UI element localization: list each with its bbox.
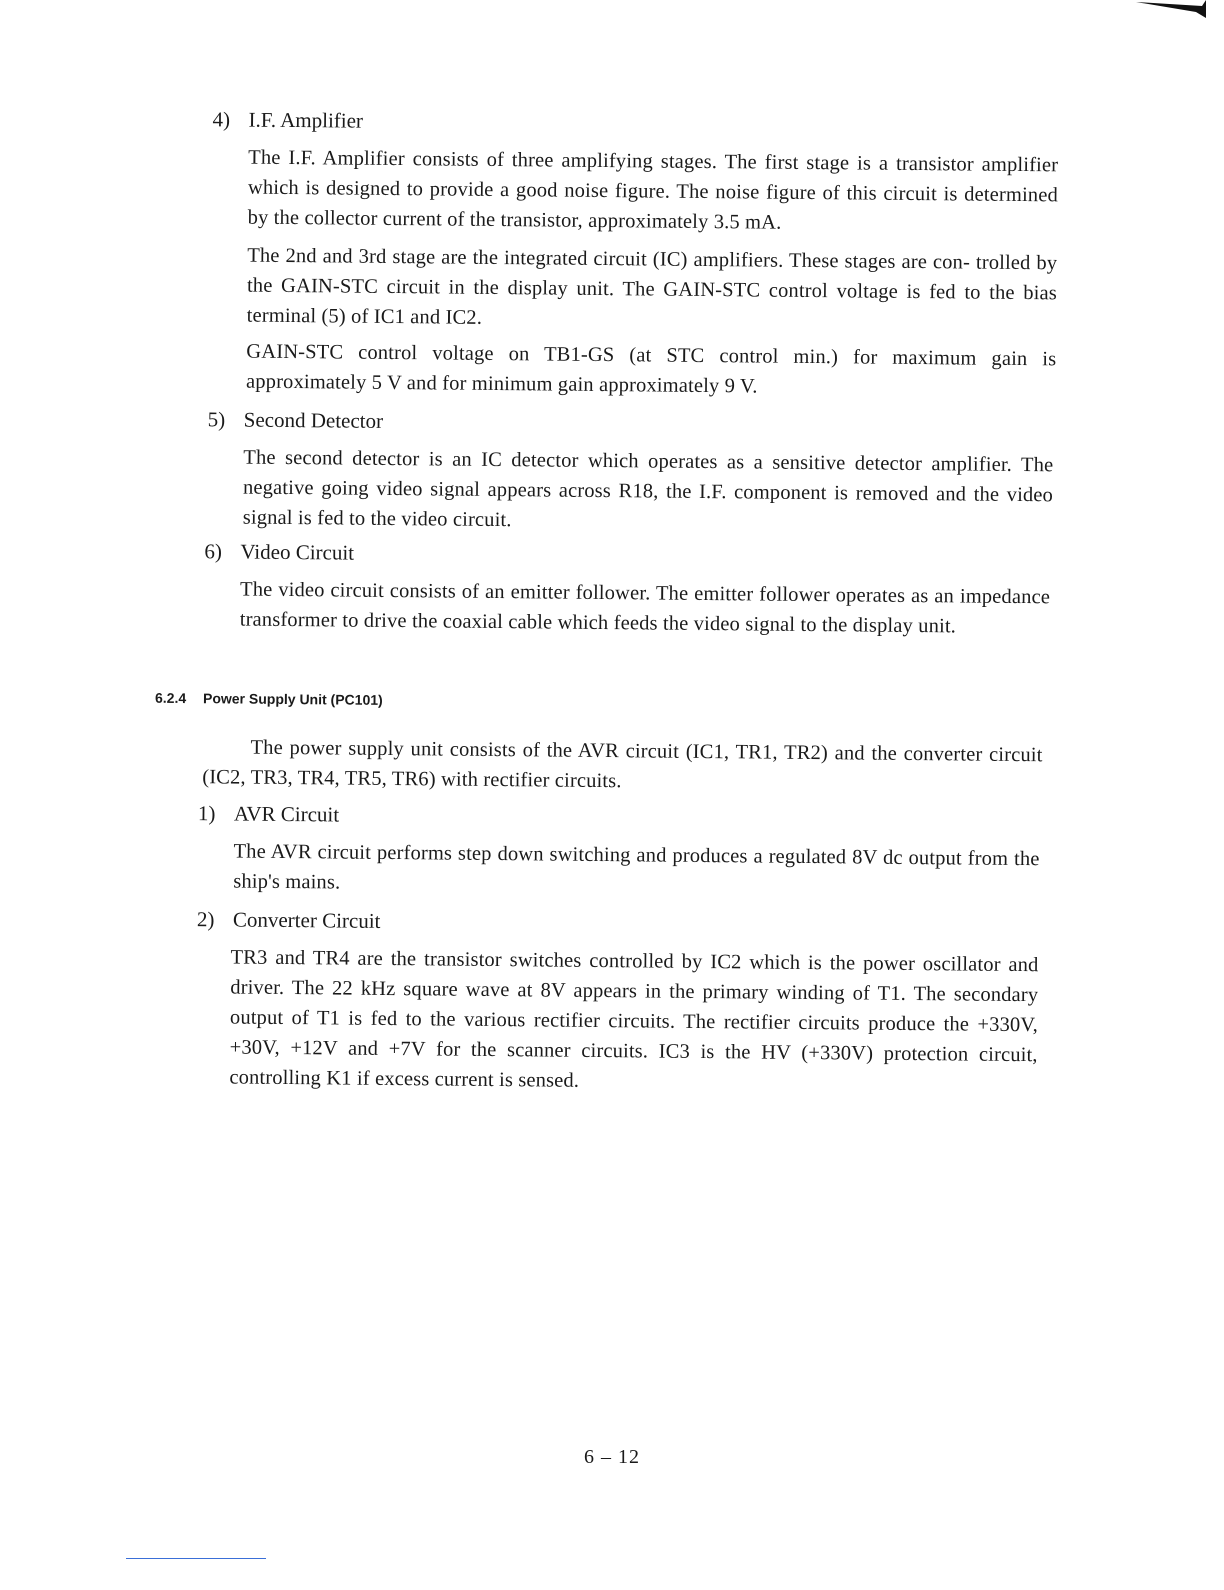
subsection-heading-power-supply [155, 690, 383, 708]
paragraph: The 2nd and 3rd stage are the integrated circuit (IC) amplifiers. These stages are con- trolled by the GAIN-STC circuit in the display unit. The GAIN-STC control voltage is fed to the bias terminal (5) of IC1 and IC2. [246, 244, 1058, 329]
page-number: 6 – 12 [584, 1446, 640, 1468]
power-supply-intro: The power supply unit consists of the AVR circuit (IC1, TR1, TR2) and the converter circuit (IC2, TR3, TR4, TR5, TR6) with rectifier circuits. [202, 736, 1043, 793]
paragraph: The second detector is an IC detector which operates as a sensitive detector amplifier. The negative going video signal appears across R18, the I.F. component is removed and the video signal is fed to the video circuit. [242, 446, 1054, 532]
section-title: Second Detector [243, 407, 384, 433]
section-number: 4) [212, 107, 231, 132]
section-heading-second-detector [208, 406, 384, 434]
section-number: 5) [207, 407, 226, 432]
item-number: 2) [196, 907, 215, 932]
paragraph: The I.F. Amplifier consists of three amplifying stages. The first stage is a transistor amplifier which is designed to provide a good noise figure. The noise figure of this circuit is determined by the collector current of the transistor, approximately 3.5 mA. [247, 146, 1059, 234]
section-title: I.F. Amplifier [248, 107, 364, 133]
subsection-title: Power Supply Unit (PC101) [202, 690, 383, 708]
paragraph: GAIN-STC control voltage on TB1-GS (at STC control min.) for maximum gain is approximately 5 V and for minimum gain approximately 9 V. [245, 340, 1057, 398]
paragraph: The video circuit consists of an emitter follower. The emitter follower operates as an impedance transformer to drive the coaxial cable which feeds the video signal to the display unit. [239, 578, 1051, 638]
item-heading-avr-circuit [198, 800, 339, 827]
item-title: AVR Circuit [233, 801, 340, 827]
section-heading-if-amplifier [212, 106, 363, 133]
section-title: Video Circuit [240, 539, 355, 565]
paragraph: TR3 and TR4 are the transistor switches controlled by IC2 which is the power oscillator and driver. The 22 kHz square wave at 8V appears in the primary winding of T1. The secondary output of T1 is fed to the various rectifier circuits. The rectifier circuits produce the +330V, +30V, +12V and +7V for the scanner circuits. IC3 is the HV (+330V) protection circuit, controlling K1 if excess current is sensed. [229, 946, 1039, 1092]
subsection-number: 6.2.4 [154, 689, 187, 707]
footer-rule [126, 1558, 266, 1559]
item-number: 1) [197, 801, 216, 826]
section-heading-video-circuit [204, 538, 354, 565]
item-heading-converter-circuit [197, 906, 381, 934]
section-number: 6) [204, 539, 223, 564]
paragraph: The AVR circuit performs step down switching and produces a regulated 8V dc output from the ship's mains. [233, 840, 1040, 894]
item-title: Converter Circuit [232, 907, 381, 933]
